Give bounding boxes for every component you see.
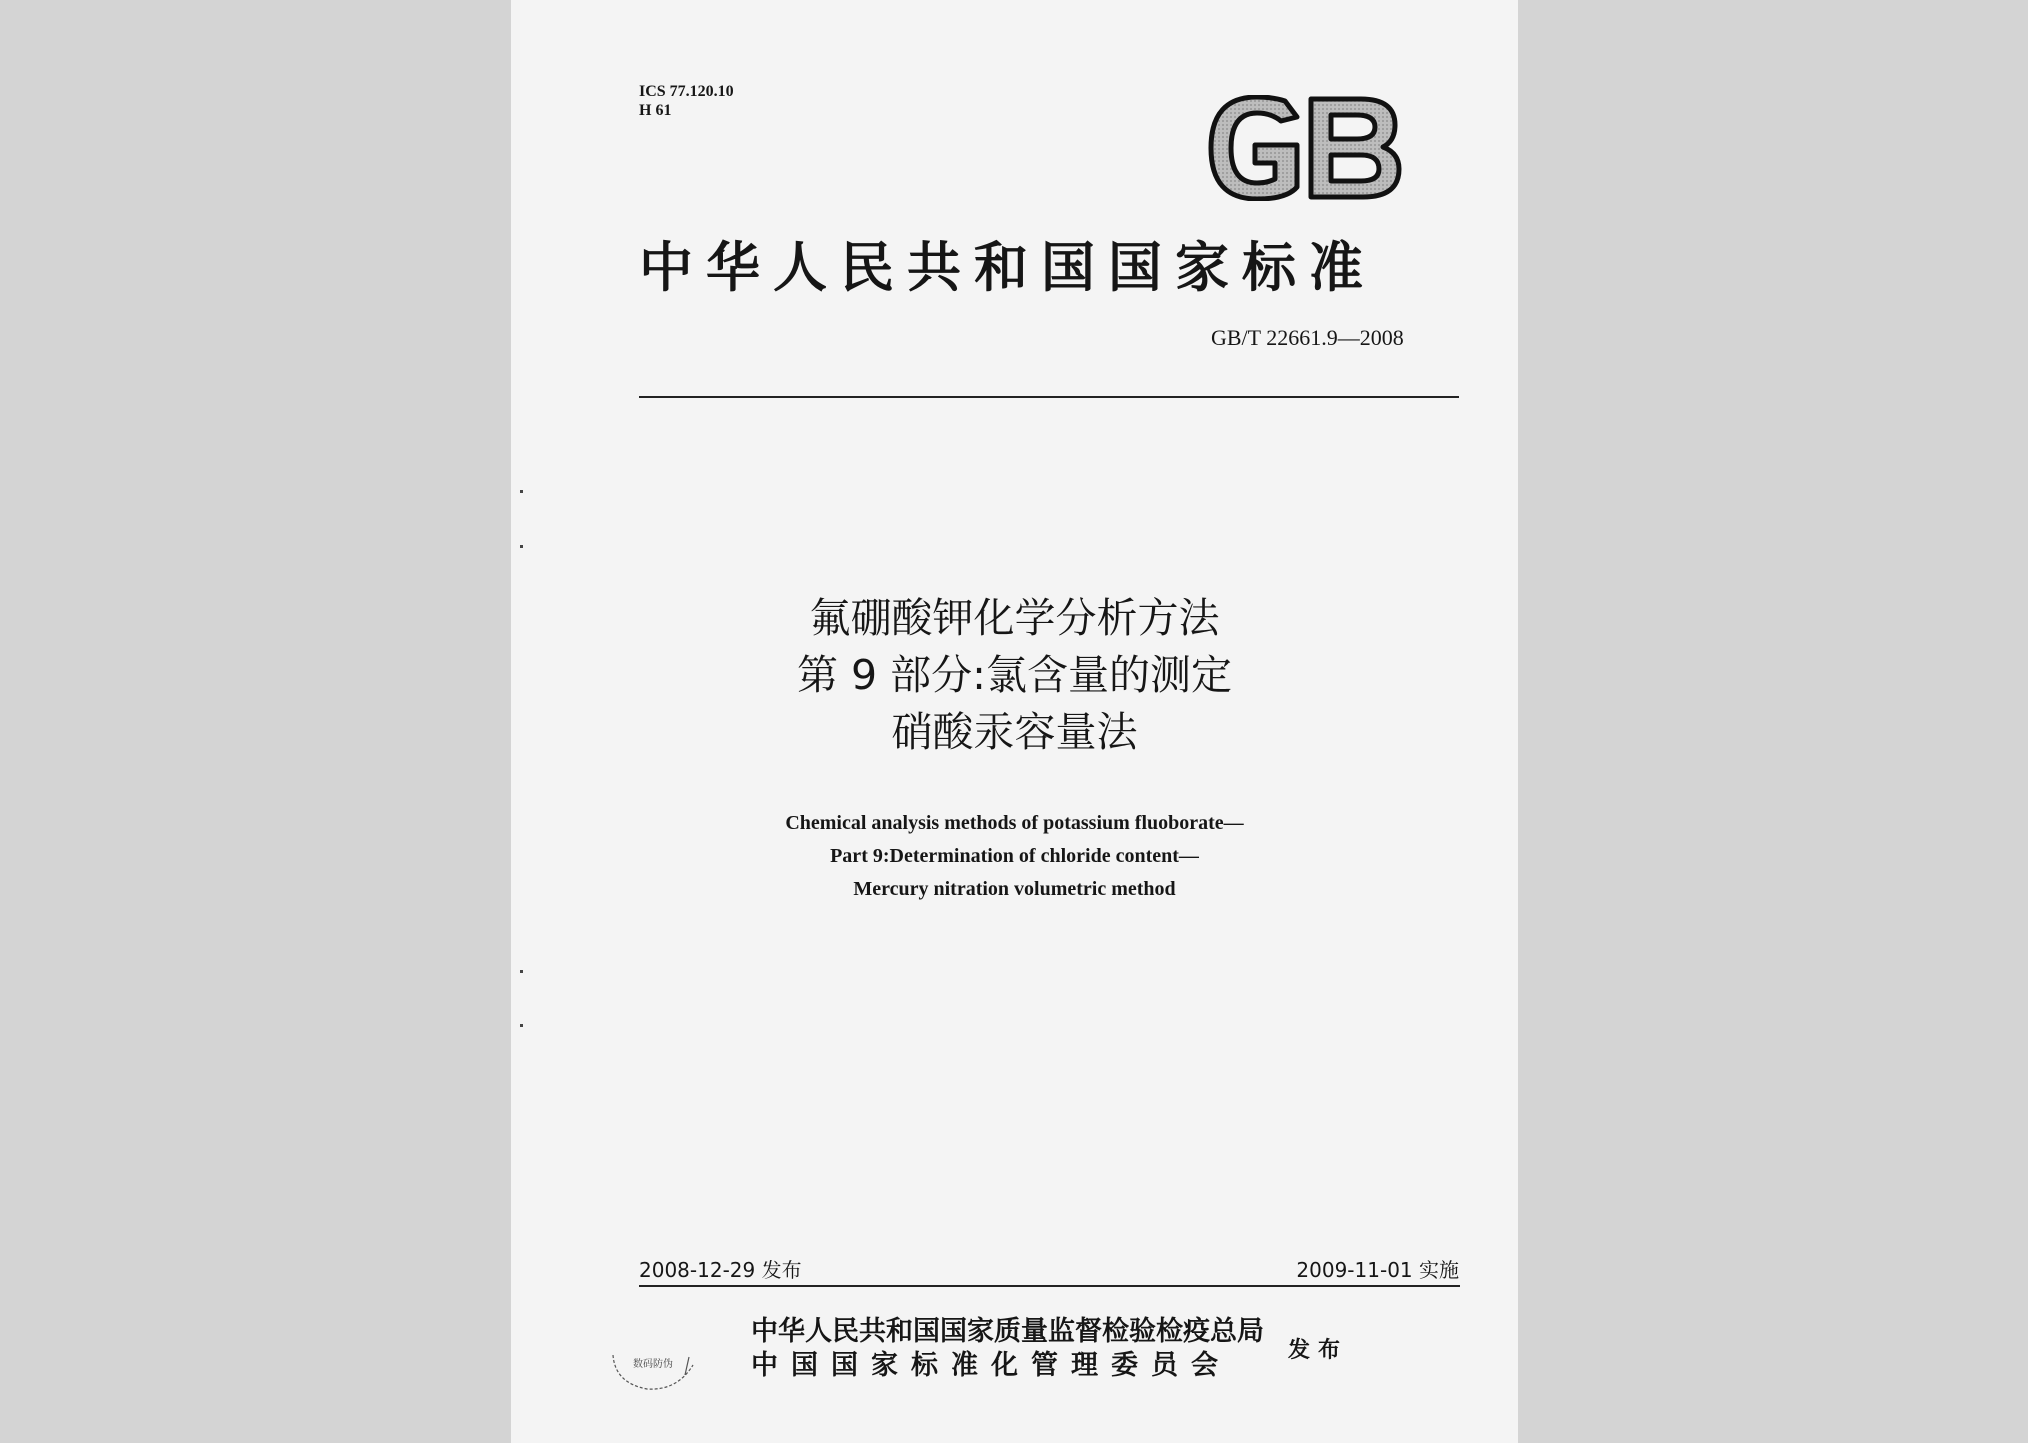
chinese-title-line-2: 第 9 部分:氯含量的测定 [797,651,1232,699]
scan-mark [520,490,523,493]
stamp-text: 数码防伪 [633,1359,673,1370]
issuer-sac: 中国国家标准化管理委员会 [751,1350,1231,1381]
document-page [511,0,1518,1443]
english-title-line-3: Mercury nitration volumetric method [853,878,1176,900]
scan-mark [520,1024,523,1027]
ccs-code: H 61 [639,102,672,119]
standard-category-title: 中华人民共和国国家标准 [639,235,1376,299]
gb-logo [1205,95,1405,201]
anti-counterfeit-stamp-icon [607,1345,701,1395]
footer-divider [639,1285,1460,1287]
chinese-title-line-1: 氟硼酸钾化学分析方法 [809,594,1220,642]
classification-codes [639,82,734,120]
issuer-aqsiq: 中华人民共和国国家质量监督检验检疫总局 [751,1316,1264,1347]
chinese-title [511,590,1518,761]
chinese-title-line-3: 硝酸汞容量法 [891,708,1138,756]
effective-date: 2009-11-01 实施 [1296,1258,1459,1282]
scan-mark [520,545,523,548]
english-title-line-2: Part 9:Determination of chloride content— [830,845,1199,867]
issuing-authorities [751,1315,1264,1383]
publish-label: 发布 [1288,1337,1349,1363]
english-title [511,807,1518,906]
scan-mark [520,970,523,973]
english-title-line-1: Chemical analysis methods of potassium fluoborate— [785,812,1244,834]
header-divider [639,396,1459,398]
issue-date: 2008-12-29 发布 [639,1258,802,1282]
standard-number: GB/T 22661.9—2008 [1211,325,1404,350]
ics-code: ICS 77.120.10 [639,83,734,100]
